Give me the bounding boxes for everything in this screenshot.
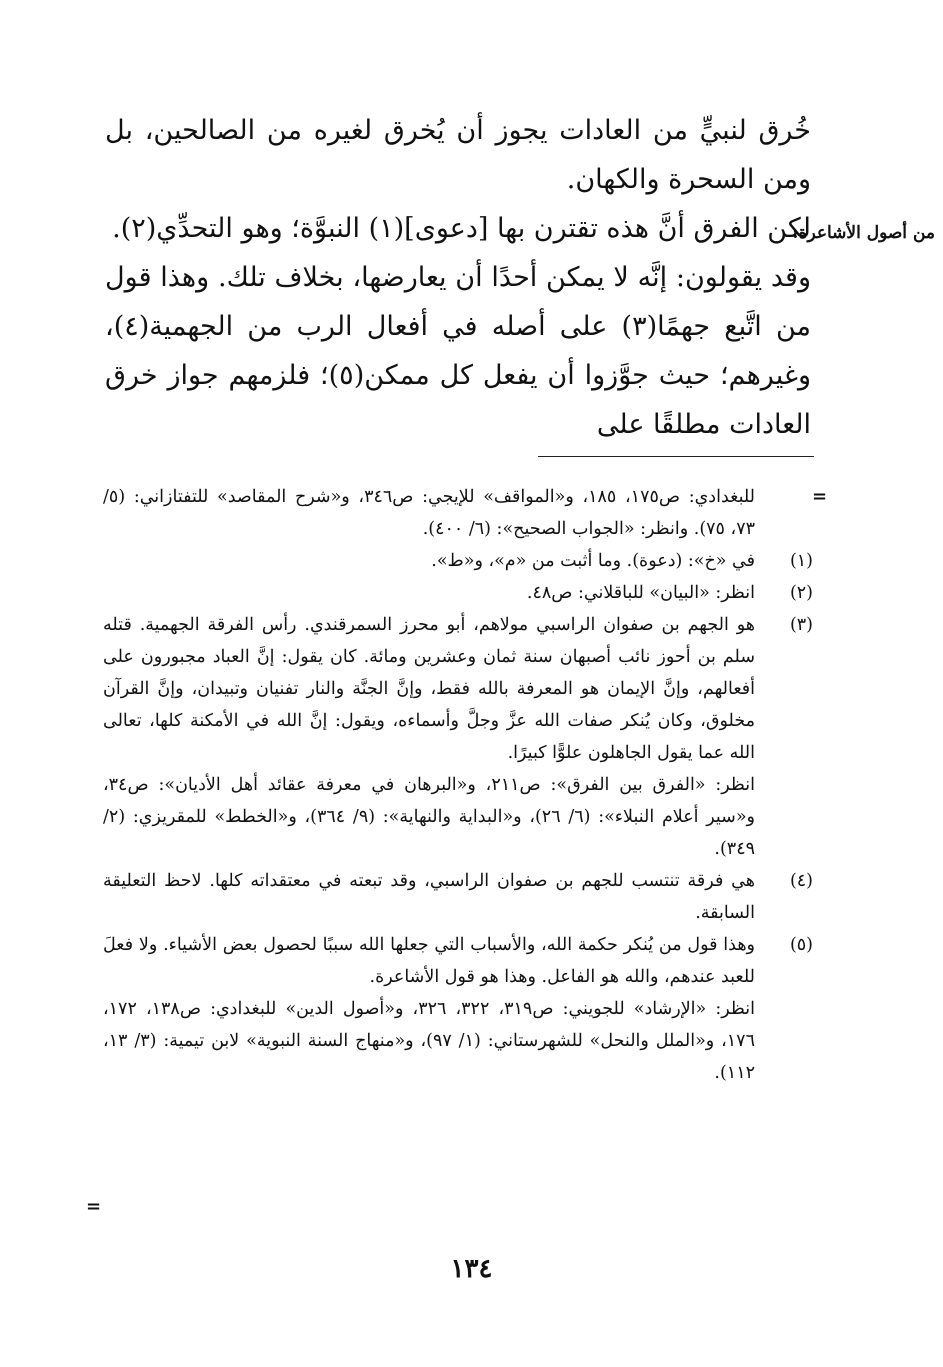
footnote-number: (٢) [789, 583, 813, 603]
footnote-number: (٤) [789, 871, 813, 891]
main-paragraph-2: لكن الفرق أنَّ هذه تقترن بها [دعوى](١) النبوَّة؛ وهو التحدِّي(٢). [112, 213, 811, 244]
footnote-number: (٥) [789, 935, 813, 955]
footnote-reference: انظر: «الفرق بين الفرق»: ص٢١١، و«البرهان في معرفة عقائد أهل الأديان»: ص٣٤، و«سير أعلام النبلاء»: (٦/ ٢٦)، و«البداية والنهاية»: (٩/ ٣٦٤)، و«الخطط» للمقريزي: (٢/ ٣٤٩). [103, 775, 755, 859]
margin-note: من أصول الأشاعرة: [792, 223, 935, 243]
footnote-text: في «خ»: (دعوة). وما أثبت من «م»، و«ط». [431, 551, 755, 571]
footnote-text: هي فرقة تنتسب للجهم بن صفوان الراسبي، وقد تبعته في معتقداته كلها. لاحظ التعليقة السابقة. [103, 871, 755, 923]
footnote-1 [103, 545, 813, 577]
footnote-number: (١) [789, 551, 813, 571]
footnote-2 [103, 577, 813, 609]
footnote-text: انظر: «البيان» للباقلاني: ص٤٨. [526, 583, 755, 603]
continuation-mark-bottom: = [86, 1196, 102, 1217]
footnote-text: هو الجهم بن صفوان الراسبي مولاهم، أبو محرز السمرقندي. رأس الفرقة الجهمية. قتله سلم بن أحوز نائب أصبهان سنة ثمان وعشرين ومائة. كان يقول: إنَّ العباد مجبورون على أفعالهم، وإنَّ الإيمان هو المعرفة بالله فقط، وإنَّ الجنَّة والنار تفنيان وتبيدان، وإنَّ القرآن مخلوق، وكان يُنكر صفات الله عزَّ وجلَّ وأسماءه، ويقول: إنَّ الله في الأمكنة كلها، تعالى الله عما يقول الجاهلون علوًّا كبيرًا. [103, 615, 755, 763]
main-paragraph-3: وقد يقولون: إنَّه لا يمكن أحدًا أن يعارضها، بخلاف تلك. وهذا قول من اتَّبع جهمًا(٣) على أصله في أفعال الرب من الجهمية(٤)، وغيرهم؛ حيث جوَّزوا أن يفعل كل ممكن(٥)؛ فلزمهم جواز خرق العادات مطلقًا على [105, 262, 812, 440]
footnote-3 [103, 609, 813, 865]
footnote-continued [103, 481, 813, 545]
page-number: ١٣٤ [450, 1254, 493, 1284]
footnotes [103, 481, 813, 1089]
continuation-mark-top: = [812, 486, 828, 507]
footnote-number: (٣) [789, 615, 813, 635]
footnote-4 [103, 865, 813, 929]
footnote-text: وهذا قول من يُنكر حكمة الله، والأسباب التي جعلها الله سببًا لحصول بعض الأشياء. ولا فعلَ للعبد عندهم، والله هو الفاعل. وهذا هو قول الأشاعرة. [103, 935, 755, 987]
footnote-continued-text: للبغدادي: ص١٧٥، ١٨٥، و«المواقف» للإيجي: ص٣٤٦، و«شرح المقاصد» للتفتازاني: (٥/ ٧٣، ٧٥). وانظر: «الجواب الصحيح»: (٦/ ٤٠٠). [103, 487, 755, 539]
main-paragraph-1: خُرق لنبيٍّ من العادات يجوز أن يُخرق لغيره من الصالحين، بل ومن السحرة والكهان. [105, 115, 811, 195]
footnote-5 [103, 929, 813, 1089]
footnote-reference: انظر: «الإرشاد» للجويني: ص٣١٩، ٣٢٢، ٣٢٦، و«أصول الدين» للبغدادي: ص١٣٨، ١٧٢، ١٧٦، و«الملل والنحل» للشهرستاني: (١/ ٩٧)، و«منهاج السنة النبوية» لابن تيمية: (٣/ ١٣، ١١٢). [103, 999, 755, 1083]
footnote-separator [538, 456, 814, 457]
main-text [105, 106, 811, 449]
